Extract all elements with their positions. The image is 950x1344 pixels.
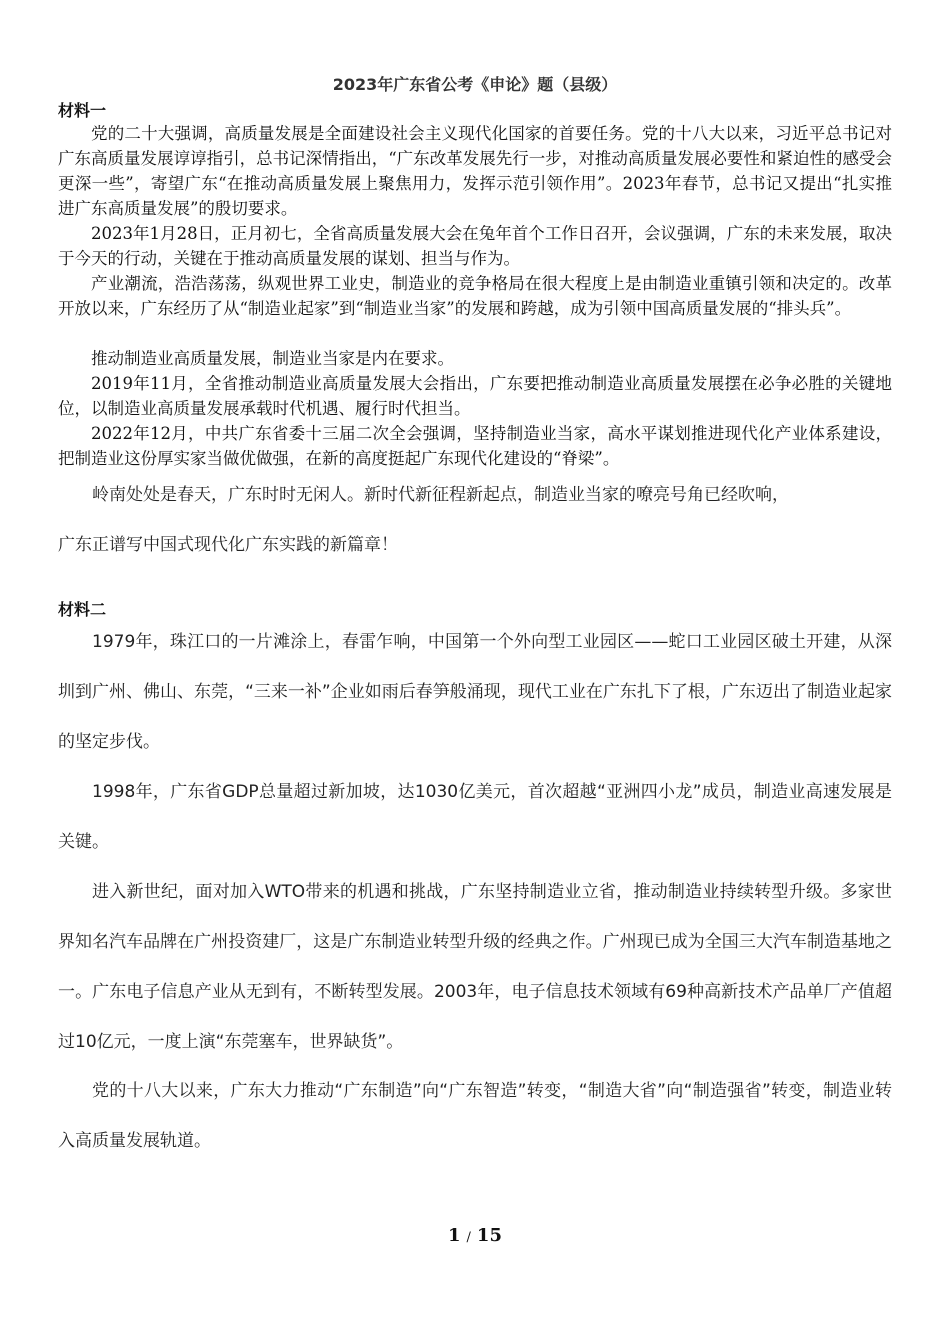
current-page-number: 1 xyxy=(448,1225,461,1246)
material1-closing-line: 广东正谱写中国式现代化广东实践的新篇章！ xyxy=(58,535,398,555)
material1-paragraph: 2019年11月，全省推动制造业高质量发展大会指出，广东要把推动制造业高质量发展摆在必争必胜的关键地位，以制造业高质量发展承载时代机遇、履行时代担当。 xyxy=(58,374,892,418)
material1-paragraph: 党的二十大强调，高质量发展是全面建设社会主义现代化国家的首要任务。党的十八大以来，习近平总书记对广东高质量发展谆谆指引，总书记深情指出，“广东改革发展先行一步，对推动高质量发展必要性和紧迫性的感受会更深一些”，寄望广东“在推动高质量发展上聚焦用力，发挥示范引领作用”。2023年春节，总书记又提出“扎实推进广东高质量发展”的殷切要求。 xyxy=(58,124,892,218)
document-title: 2023年广东省公考《申论》题（县级） xyxy=(332,75,618,94)
material1-paragraph: 2022年12月，中共广东省委十三届二次全会强调，坚持制造业当家，高水平谋划推进现代化产业体系建设，把制造业这份厚实家当做优做强，在新的高度挺起广东现代化建设的“脊梁”。 xyxy=(58,424,892,468)
material1-heading: 材料一 xyxy=(58,101,107,120)
material2-heading: 材料二 xyxy=(58,600,107,619)
material1-closing-line: 岭南处处是春天，广东时时无闲人。新时代新征程新起点，制造业当家的嘹亮号角已经吹响， xyxy=(92,485,789,505)
material1-paragraph: 2023年1月28日，正月初七，全省高质量发展大会在兔年首个工作日召开，会议强调，广东的未来发展，取决于今天的行动，关键在于推动高质量发展的谋划、担当与作为。 xyxy=(58,224,892,268)
material2-paragraph: 1979年，珠江口的一片滩涂上，春雷乍响，中国第一个外向型工业园区——蛇口工业园区破土开建，从深圳到广州、佛山、东莞，“三来一补”企业如雨后春笋般涌现，现代工业在广东扎下了根，广东迈出了制造业起家的坚定步伐。 xyxy=(58,632,892,752)
page-number xyxy=(0,1225,950,1246)
material2-paragraph: 进入新世纪，面对加入WTO带来的机遇和挑战，广东坚持制造业立省，推动制造业持续转型升级。多家世界知名汽车品牌在广州投资建厂，这是广东制造业转型升级的经典之作。广州现已成为全国三大汽车制造基地之一。广东电子信息产业从无到有，不断转型发展。2003年，电子信息技术领域有69种高新技术产品单厂产值超过10亿元，一度上演“东莞塞车，世界缺货”。 xyxy=(58,882,892,1052)
page-number-separator: / xyxy=(466,1230,471,1245)
material2-paragraph: 党的十八大以来，广东大力推动“广东制造”向“广东智造”转变，“制造大省”向“制造强省”转变，制造业转入高质量发展轨道。 xyxy=(58,1081,892,1151)
material1-paragraph: 产业潮流，浩浩荡荡，纵观世界工业史，制造业的竞争格局在很大程度上是由制造业重镇引领和决定的。改革开放以来，广东经历了从“制造业起家”到“制造业当家”的发展和跨越，成为引领中国高质量发展的“排头兵”。 xyxy=(58,274,892,318)
material1-paragraph: 推动制造业高质量发展，制造业当家是内在要求。 xyxy=(91,349,454,368)
material2-paragraph: 1998年，广东省GDP总量超过新加坡，达1030亿美元，首次超越“亚洲四小龙”成员，制造业高速发展是关键。 xyxy=(58,782,892,852)
total-pages-number: 15 xyxy=(476,1225,502,1246)
